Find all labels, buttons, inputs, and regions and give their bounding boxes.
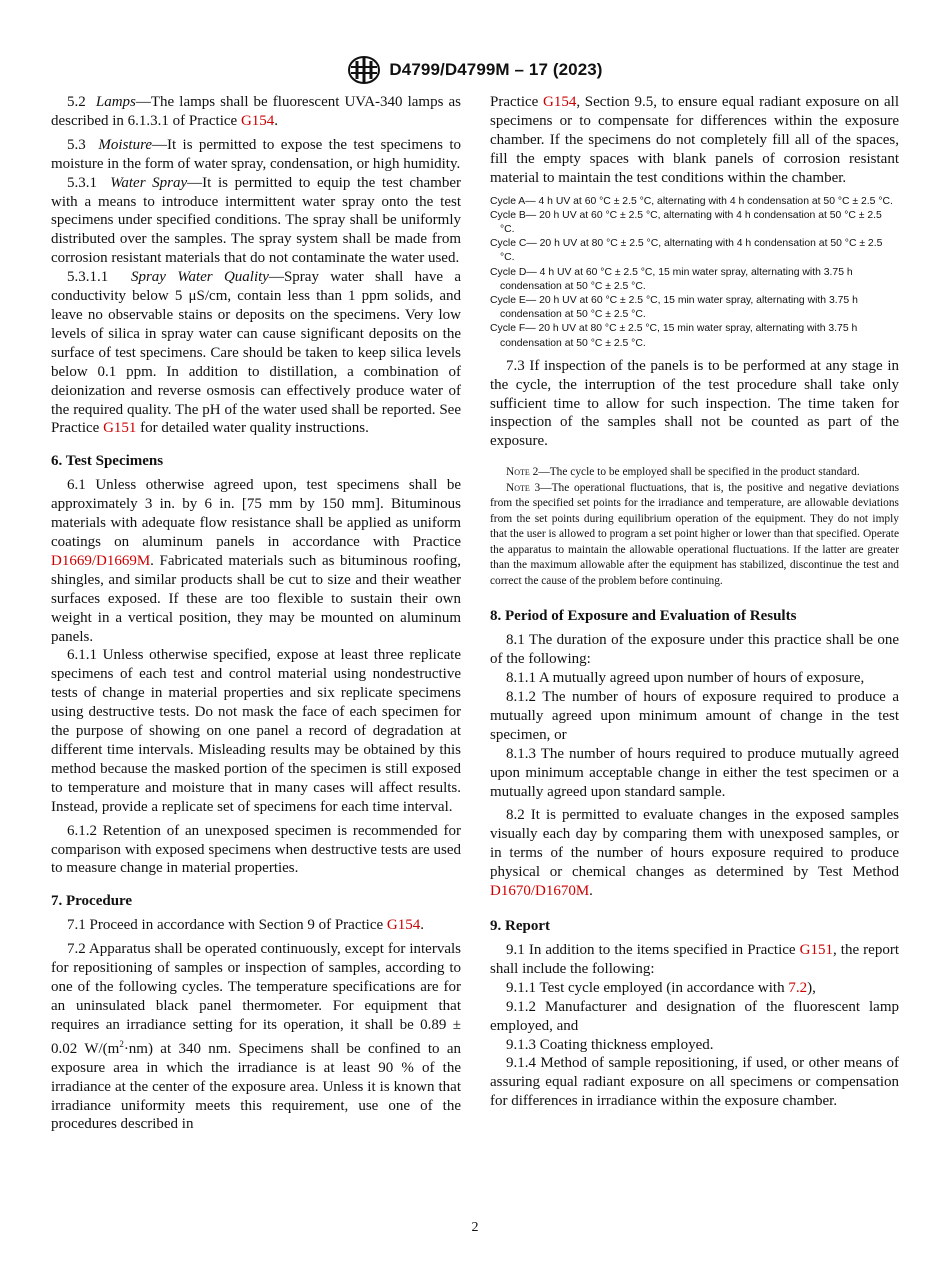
section-heading-6: 6. Test Specimens	[51, 453, 164, 470]
left-column	[51, 93, 461, 1134]
astm-logo-icon	[347, 55, 381, 85]
section-heading-8: 8. Period of Exposure and Evaluation of Results	[490, 608, 797, 625]
page-header	[0, 57, 950, 83]
paragraph-7-2: 7.2 Apparatus shall be operated continuously, except for intervals for repositioning of samples or inspection of samples, according to one of the following cycles. The temperature specifications are for an uninsulated black panel thermometer. For equipment that requires an irradiance setting for its operation, it shall be 0.89 ± 0.02 $W/(m^2\cdot nm)$ at 340 nm. Specimens shall be confined to an exposure area in which the irradiance is at least 90 % of the irradiance at the center of the exposure area. Unless it is known that irradiance uniformity meets this requirement, use one of the procedures described in	[51, 941, 462, 1133]
paragraph-6-1-1: 6.1.1 Unless otherwise specified, expose at least three replicate specimens of each test and control material using nondestructive tests of change in material properties and six replicate specimens using destructive tests. Do not mask the face of each specimen for the purpose of showing on one panel a record of degradation at different time intervals. Misleading results may be obtained by this method because the masked portion of the specimen is still exposed to temperature and moisture that in many cases will affect results. Instead, provide a replicate set of specimens for each time interval.	[51, 647, 461, 815]
paragraph-5-3-1: 5.3.1 Water Spray—It is permitted to equip the test chamber with a means to introduce intermittent water spray onto the test specimens under specified conditions. The spray shall be uniformly distributed over the samples. The spray system shall be made from corrosion resistant materials that do not contaminate the water used.	[51, 174, 462, 267]
paragraph-6-1-2: 6.1.2 Retention of an unexposed specimen is recommended for comparison with exposed specimens when destructive tests are used to measure change in material properties.	[51, 822, 461, 877]
paragraph-8-1-3: 8.1.3 The number of hours required to produce mutually agreed upon minimum acceptable change in either the test specimen or a mutually agreed upon standard sample.	[490, 745, 899, 800]
paragraph-7-2-continued: Practice G154, Section 9.5, to ensure equal radiant exposure on all specimens or to compensate for differences within the exposure chamber. If the specimens do not completely fill all of the spaces, fill the empty spaces with blank panels of corrosion resistant material to maintain the test conditions within the chamber.	[490, 94, 900, 186]
paragraph-8-1: 8.1 The duration of the exposure under this practice shall be one of the following:	[490, 632, 899, 668]
link-g151[interactable]: G151	[799, 941, 833, 958]
link-section-7-2[interactable]: 7.2	[788, 979, 808, 996]
cycle-item: Cycle E— 20 h UV at 60 °C ± 2.5 °C, 15 min water spray, alternating with 3.75 h condensation at 50 °C ± 2.5 °C.	[490, 294, 858, 321]
paragraph-9-1-1: 9.1.1 Test cycle employed (in accordance with 7.2),	[506, 979, 816, 996]
right-column	[490, 93, 899, 1111]
paragraph-7-1: 7.1 Proceed in accordance with Section 9 of Practice G154.	[67, 917, 424, 934]
paragraph-9-1: 9.1 In addition to the items specified in Practice G151, the report shall include the following:	[490, 941, 899, 977]
link-d1670[interactable]: D1670/D1670M	[490, 883, 590, 900]
paragraph-6-1: 6.1 Unless otherwise agreed upon, test specimens shall be approximately 3 in. by 6 in. [75 mm by 150 mm]. Bituminous materials with adequate flow resistance shall be applied as uniform coatings on aluminum panels in accordance with Practice D1669/D1669M. Fabricated materials such as bituminous roofing, shingles, and similar products shall be cut to size and their weather surfaces exposed. If these are too flexible to sustain their own weight in a vertical position, they may be mounted on aluminum panels.	[51, 477, 461, 645]
note-3: Note 3—The operational fluctuations, that is, the positive and negative deviations from the specified set points for the irradiance and temperature, are allowable deviations from the set points during equilibrium operation of the equipment. They do not imply that the user is allowed to program a set point higher or lower than that specified. Operate the apparatus to maintain the allowable operational fluctuations. If the latter are greater than the maximum allowable after the equipment has stabilized, discontinue the test and correct the cause of the problem before continuing.	[490, 481, 899, 587]
cycle-item: Cycle D— 4 h UV at 60 °C ± 2.5 °C, 15 min water spray, alternating with 3.75 h condensation at 50 °C ± 2.5 °C.	[490, 266, 853, 292]
link-g154[interactable]: G154	[386, 917, 421, 934]
paragraph-5-2: 5.2 Lamps—The lamps shall be fluorescent UVA-340 lamps as described in 6.1.3.1 of Practice G154.	[51, 94, 461, 129]
paragraph-8-1-1: 8.1.1 A mutually agreed upon number of hours of exposure,	[506, 670, 865, 687]
note-2: Note 2—The cycle to be employed shall be specified in the product standard.	[506, 466, 860, 479]
paragraph-8-1-2: 8.1.2 The number of hours of exposure required to produce a mutually agreed upon minimum amount of change in the test specimen, or	[490, 689, 899, 743]
paragraph-9-1-3: 9.1.3 Coating thickness employed.	[506, 1036, 714, 1053]
paragraph-9-1-2: 9.1.2 Manufacturer and designation of the fluorescent lamp employed, and	[490, 998, 899, 1034]
document-designation: D4799/D4799M – 17 (2023)	[389, 60, 603, 79]
paragraph-5-3-1-1: 5.3.1.1 Spray Water Quality—Spray water shall have a conductivity below 5 μS/cm, contain less than 1 ppm solids, and leave no observable stains or deposits on the specimens. Very low levels of silica in spray water can cause significant deposits on the surface of test specimens. Care should be taken to keep silica levels below 0.1 ppm. In addition to distillation, a combination of deionization and reverse osmosis can effectively produce water of the required quality. The pH of the water used shall be reported. See Practice G151 for detailed water quality instructions.	[51, 269, 461, 437]
cycle-item: Cycle B— 20 h UV at 60 °C ± 2.5 °C, alternating with 4 h condensation at 50 °C ± 2.5 °C.	[490, 209, 882, 235]
link-d1669[interactable]: D1669/D1669M	[51, 552, 151, 569]
link-g151[interactable]: G151	[103, 420, 137, 437]
page-number: 2	[471, 1220, 479, 1235]
section-heading-9: 9. Report	[490, 917, 550, 934]
paragraph-9-1-4: 9.1.4 Method of sample repositioning, if used, or other means of assuring equal radiant exposure on all specimens or compensation for differences in irradiance within the exposure chamber.	[490, 1055, 899, 1110]
section-heading-7: 7. Procedure	[51, 893, 133, 910]
cycle-item: Cycle F— 20 h UV at 80 °C ± 2.5 °C, 15 min water spray, alternating with 3.75 h condensation at 50 °C ± 2.5 °C.	[490, 323, 858, 349]
cycle-item: Cycle C— 20 h UV at 80 °C ± 2.5 °C, alternating with 4 h condensation at 50 °C ± 2.5 °C.	[490, 238, 883, 264]
paragraph-8-2: 8.2 It is permitted to evaluate changes in the exposed samples visually each day by comparing them with unexposed samples, or in terms of the number of hours exposure required to produce physical or chemical changes as determined by Test Method D1670/D1670M.	[490, 807, 899, 900]
paragraph-5-3: 5.3 Moisture—It is permitted to expose the test specimens to moisture in the form of water spray, condensation, or high humidity.	[51, 136, 461, 172]
cycle-list	[490, 195, 899, 351]
link-g154[interactable]: G154	[543, 94, 577, 110]
cycle-item: Cycle A— 4 h UV at 60 °C ± 2.5 °C, alternating with 4 h condensation at 50 °C ± 2.5 °C.	[490, 195, 893, 207]
link-g154[interactable]: G154	[240, 112, 275, 129]
paragraph-7-3: 7.3 If inspection of the panels is to be performed at any stage in the cycle, the interruption of the test procedure shall take only sufficient time to allow for such inspection. The time taken for inspection of the samples shall not be counted as part of the exposure.	[490, 357, 899, 450]
